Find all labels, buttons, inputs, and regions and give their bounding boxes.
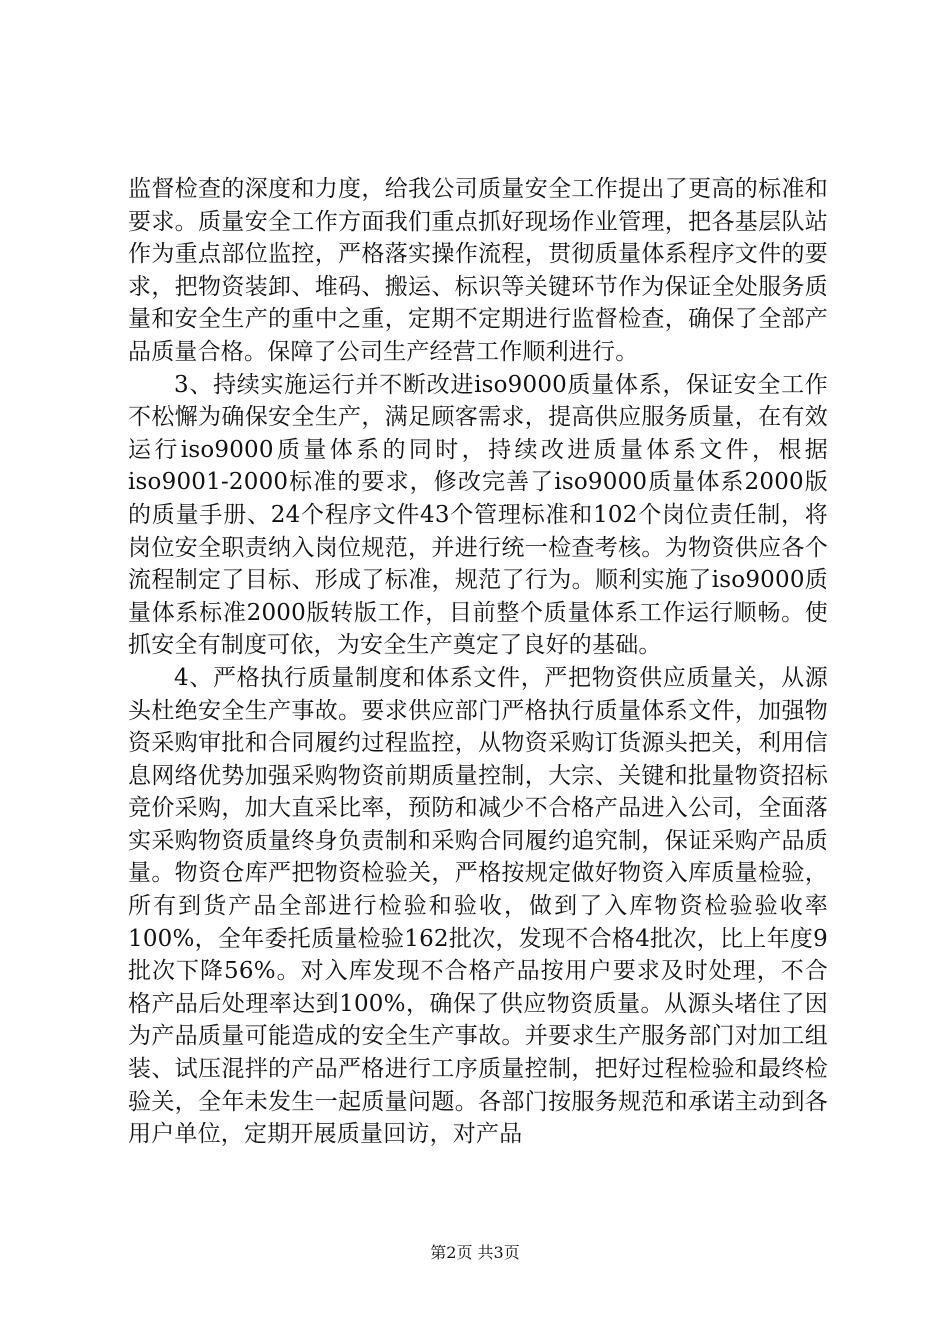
paragraph-item-3: 3、持续实施运行并不断改进iso9000质量体系，保证安全工作不松懈为确保安全生产，满足顾客需求，提高供应服务质量，在有效运行iso9000质量体系的同时，持续改进质量体系文件，根据iso9001-2000标准的要求，修改完善了iso9000质量体系2000版的质量手册、24个程序文件43个管理标准和102个岗位责任制，将岗位安全职责纳入岗位规范，并进行统一检查考核。为物资供应各个流程制定了目标、形成了标准，规范了行为。顺利实施了iso9000质量体系标准2000版转版工作，目前整个质量体系工作运行顺畅。使抓安全有制度可依，为安全生产奠定了良好的基础。 <box>128 371 828 659</box>
page-footer <box>0 1242 950 1264</box>
page-number: 第2页 共3页 <box>430 1243 520 1262</box>
paragraph-continued: 监督检查的深度和力度，给我公司质量安全工作提出了更高的标准和要求。质量安全工作方面我们重点抓好现场作业管理，把各基层队站作为重点部位监控，严格落实操作流程，贯彻质量体系程序文件的要求，把物资装卸、堆码、搬运、标识等关键环节作为保证全处服务质量和安全生产的重中之重，定期不定期进行监督检查，确保了全部产品质量合格。保障了公司生产经营工作顺利进行。 <box>128 176 828 365</box>
document-body <box>128 173 828 1151</box>
paragraph-item-4: 4、严格执行质量制度和体系文件，严把物资供应质量关，从源头杜绝安全生产事故。要求供应部门严格执行质量体系文件，加强物资采购审批和合同履约过程监控，从物资采购订货源头把关，利用信息网络优势加强采购物资前期质量控制，大宗、关键和批量物资招标竞价采购，加大直采比率，预防和减少不合格产品进入公司，全面落实采购物资质量终身负责制和采购合同履约追究制，保证采购产品质量。物资仓库严把物资检验关，严格按规定做好物资入库质量检验，所有到货产品全部进行检验和验收，做到了入库物资检验验收率100%，全年委托质量检验162批次，发现不合格4批次，比上年度9批次下降56%。对入库发现不合格产品按用户要求及时处理，不合格产品后处理率达到100%，确保了供应物资质量。从源头堵住了因为产品质量可能造成的安全生产事故。并要求生产服务部门对加工组装、试压混拌的产品严格进行工序质量控制，把好过程检验和最终检验关，全年未发生一起质量问题。各部门按服务规范和承诺主动到各用户单位，定期开展质量回访，对产品 <box>128 664 828 1148</box>
